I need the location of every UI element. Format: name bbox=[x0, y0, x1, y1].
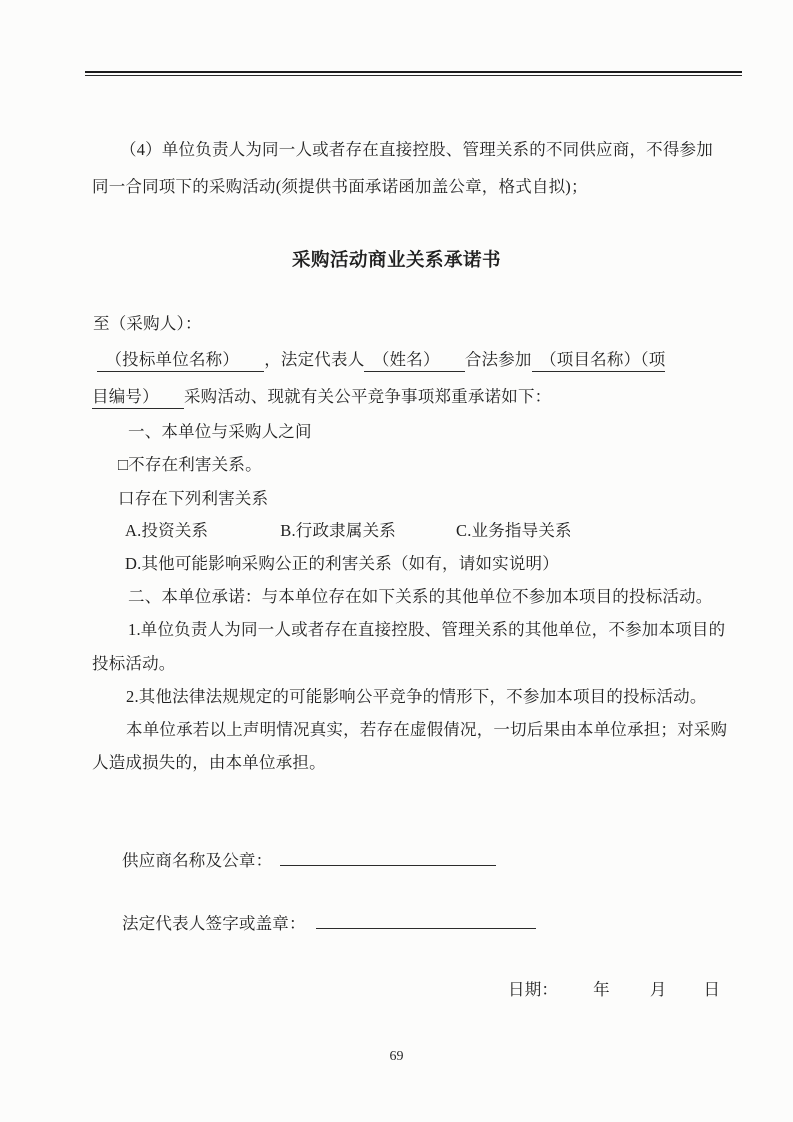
supplier-seal-label: 供应商名称及公章： bbox=[122, 851, 273, 870]
legal-rep-sign-label: 法定代表人签字或盖章： bbox=[122, 914, 306, 933]
option-has-relationship-label: 存在下列利害关系 bbox=[134, 489, 269, 508]
section-2-item-2: 2.其他法律法规规定的可能影响公平竞争的情形下，不参加本项目的投标活动。 bbox=[126, 687, 707, 706]
supplier-signature-row bbox=[122, 848, 496, 872]
date-label: 日期： bbox=[508, 980, 559, 999]
options-abc-row bbox=[125, 520, 572, 542]
date-day-label: 日 bbox=[703, 980, 721, 999]
section-1-heading: 一、本单位与采购人之间 bbox=[128, 422, 312, 441]
commitment-intro-text: 采购活动、现就有关公平竞争事项郑重承诺如下： bbox=[183, 387, 552, 406]
option-no-relationship-label: 不存在利害关系。 bbox=[128, 455, 262, 474]
option-d-other: D.其他可能影响采购公正的利害关系（如有，请如实说明） bbox=[125, 554, 559, 573]
date-year-label: 年 bbox=[593, 980, 610, 999]
page-number: 69 bbox=[389, 1049, 404, 1064]
legal-rep-text: ，法定代表人 bbox=[264, 350, 365, 369]
checkbox-unchecked-icon: □ bbox=[118, 455, 129, 474]
supplier-seal-blank bbox=[280, 848, 496, 866]
paragraph-4-line-1: （4）单位负责人为同一人或者存在直接控股、管理关系的不同供应商，不得参加 bbox=[120, 140, 713, 159]
fill-in-line-2 bbox=[92, 386, 551, 409]
header-rule bbox=[85, 71, 742, 76]
section-2-item-1-line-1: 1.单位负责人为同一人或者存在直接控股、管理关系的其他单位，不参加本项目的 bbox=[128, 620, 726, 639]
legal-rep-sign-blank bbox=[316, 911, 536, 929]
paragraph-4-line-2: 同一合同项下的采购活动(须提供书面承诺函加盖公章，格式自拟)； bbox=[92, 177, 588, 196]
fill-in-line-1 bbox=[97, 349, 665, 372]
section-2-heading: 二、本单位承诺：与本单位存在如下关系的其他单位不参加本项目的投标活动。 bbox=[128, 587, 713, 606]
option-a-investment: A.投资关系 bbox=[125, 521, 209, 540]
date-row bbox=[508, 979, 720, 1001]
checkbox-unchecked-icon-2: 口 bbox=[118, 489, 135, 508]
option-has-relationship bbox=[118, 488, 268, 510]
join-text: 合法参加 bbox=[464, 350, 532, 369]
section-2-item-1-line-2: 投标活动。 bbox=[92, 654, 176, 673]
bidder-name-blank: （投标单位名称） bbox=[97, 350, 264, 372]
option-c-business-guidance: C.业务指导关系 bbox=[455, 521, 572, 540]
closing-statement-line-2: 人造成损失的，由本单位承担。 bbox=[92, 753, 326, 772]
document-title: 采购活动商业关系承诺书 bbox=[291, 251, 501, 271]
date-month-label: 月 bbox=[649, 980, 667, 999]
legal-rep-signature-row bbox=[122, 911, 536, 935]
option-no-relationship bbox=[118, 454, 262, 476]
addressee-line: 至（采购人）： bbox=[93, 314, 202, 333]
project-name-blank: （项目名称）（项 bbox=[532, 350, 666, 372]
closing-statement-line-1: 本单位承若以上声明情况真实，若存在虚假倩况，一切后果由本单位承担；对采购 bbox=[126, 720, 728, 739]
rep-name-blank: （姓名） bbox=[364, 350, 464, 372]
project-number-blank: 目编号） bbox=[92, 387, 184, 409]
option-b-administrative: B.行政隶属关系 bbox=[280, 521, 396, 540]
